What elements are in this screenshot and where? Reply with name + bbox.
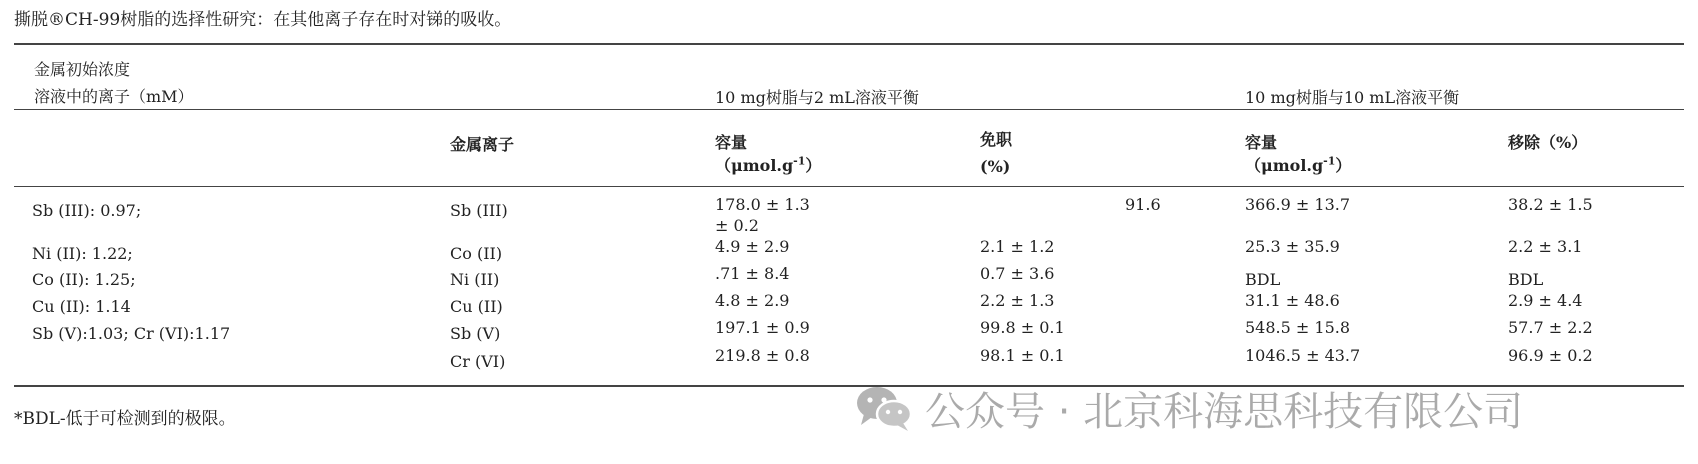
table-cell-capacity-1: 4.8 ± 2.9	[715, 291, 790, 310]
table-cell-removal-1: 2.1 ± 1.2	[980, 237, 1055, 256]
table-cell-removal-1: 99.8 ± 0.1	[980, 318, 1065, 337]
table-cell-capacity-1: .71 ± 8.4	[715, 264, 790, 283]
table-cell-removal-2: 96.9 ± 0.2	[1508, 346, 1593, 365]
table-cell-removal-2: 2.9 ± 4.4	[1508, 291, 1583, 310]
table-cell-removal-2: 38.2 ± 1.5	[1508, 195, 1593, 214]
table-cell-capacity-1: 4.9 ± 2.9	[715, 237, 790, 256]
table-cell-capacity-1: 178.0 ± 1.3	[715, 195, 810, 214]
initial-conc-item: Ni (II): 1.22;	[32, 244, 133, 263]
table-cell-removal-1: 98.1 ± 0.1	[980, 346, 1065, 365]
table-cell-removal-2: BDL	[1508, 270, 1544, 289]
initial-conc-item: Sb (V):1.03; Cr (VI):1.17	[32, 324, 231, 343]
column-header-capacity-1: 容量	[715, 133, 748, 152]
watermark-text: 公众号 · 北京科海思科技有限公司	[925, 388, 1524, 435]
initial-conc-item: Cu (II): 1.14	[32, 297, 131, 316]
header-rule	[14, 109, 1684, 110]
initial-conc-item: Co (II): 1.25;	[32, 270, 136, 289]
table-cell-ion: Sb (V)	[450, 324, 501, 343]
section-header-2ml: 10 mg树脂与2 mL溶液平衡	[715, 88, 919, 107]
table-cell-removal-1: 0.7 ± 3.6	[980, 264, 1055, 283]
top-rule	[14, 43, 1684, 45]
table-cell-capacity-2: 25.3 ± 35.9	[1245, 237, 1340, 256]
table-cell-capacity-2: 366.9 ± 13.7	[1245, 195, 1351, 214]
column-header-capacity-unit-1: $(\mu mol.g^{-1})$	[715, 154, 822, 175]
watermark	[855, 380, 1523, 436]
table-cell-removal-1: 2.2 ± 1.3	[980, 291, 1055, 310]
table-cell-ion: Co (II)	[450, 244, 503, 263]
table-cell-capacity-2: 548.5 ± 15.8	[1245, 318, 1351, 337]
group-label-line2: 溶液中的离子（mM）	[34, 87, 194, 106]
section-header-10ml: 10 mg树脂与10 mL溶液平衡	[1245, 88, 1460, 107]
column-header-capacity-2: 容量	[1245, 133, 1278, 152]
column-header-capacity-unit-2: $(\mu mol.g^{-1})$	[1245, 154, 1352, 175]
table-cell-ion: Ni (II)	[450, 270, 500, 289]
table-cell-ion: Cu (II)	[450, 297, 503, 316]
table-caption: 撕脱®CH-99树脂的选择性研究：在其他离子存在时对锑的吸收。	[14, 10, 512, 30]
table-cell-capacity-2: 31.1 ± 48.6	[1245, 291, 1340, 310]
column-header-removal-1: 免职	[980, 130, 1013, 149]
column-header-rule	[14, 186, 1684, 187]
table-cell-capacity-2: BDL	[1245, 270, 1281, 289]
table-cell-ion: Cr (VI)	[450, 352, 506, 371]
table-cell-capacity-1: 219.8 ± 0.8	[715, 346, 810, 365]
table-cell-removal-1: 91.6	[1125, 195, 1161, 214]
initial-conc-item: Sb (III): 0.97;	[32, 201, 142, 220]
column-header-removal-unit-1: (%)	[980, 157, 1011, 176]
column-header-removal-2: 移除（%）	[1508, 133, 1588, 152]
wechat-icon	[855, 383, 913, 433]
table-footnote: *BDL-低于可检测到的极限。	[14, 409, 236, 429]
column-header-ion: 金属离子	[450, 135, 515, 154]
table-cell-removal-2: 57.7 ± 2.2	[1508, 318, 1593, 337]
group-label-line1: 金属初始浓度	[34, 60, 131, 79]
table-cell-ion: Sb (III)	[450, 201, 508, 220]
table-cell-capacity-2: 1046.5 ± 43.7	[1245, 346, 1361, 365]
table-cell-capacity-1-continued: ± 0.2	[715, 216, 759, 235]
table-cell-capacity-1: 197.1 ± 0.9	[715, 318, 810, 337]
table-cell-removal-2: 2.2 ± 3.1	[1508, 237, 1583, 256]
